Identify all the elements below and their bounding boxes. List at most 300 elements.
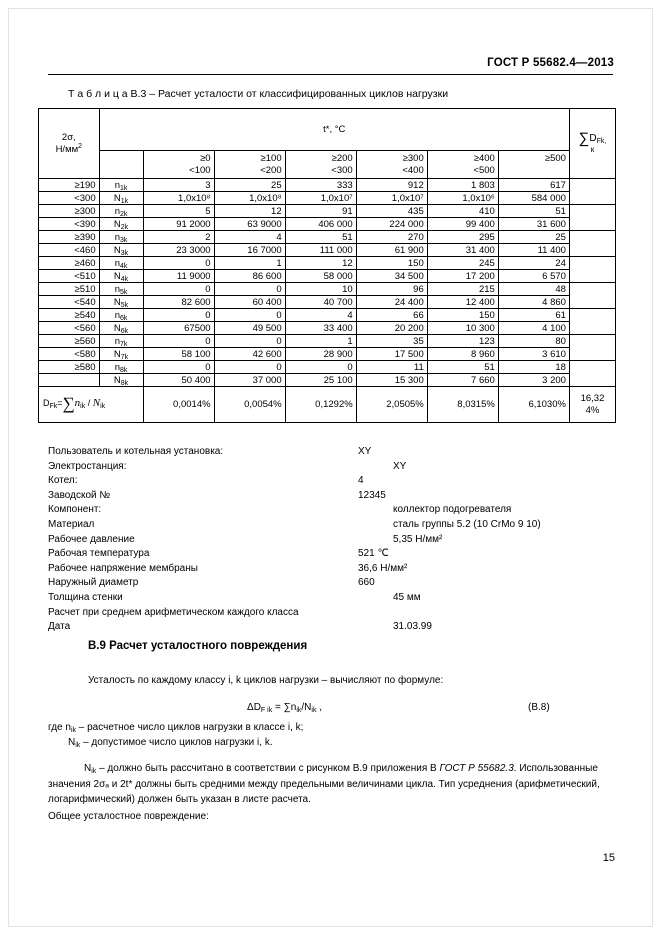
symbol-letter: N <box>113 348 121 360</box>
cell-n-value: 295 <box>427 231 498 244</box>
cell-n-value: 215 <box>427 283 498 296</box>
header-sigma-cell <box>39 109 100 179</box>
sigma-line1: 2σ, <box>61 131 76 143</box>
symbol-letter: N <box>113 244 121 256</box>
symbol-sub: 2k <box>120 210 128 218</box>
table-row <box>39 179 616 192</box>
symbol-sub: 3k <box>120 249 129 257</box>
standard-header: ГОСТ Р 55682.4—2013 <box>487 57 614 69</box>
where-1-prefix: где n <box>48 722 71 733</box>
cell-n-value: 0 <box>214 309 285 322</box>
cell-N-value: 4 860 <box>498 296 569 309</box>
cell-N-value: 3 200 <box>498 374 569 387</box>
symbol-letter: N <box>113 322 121 334</box>
total-formula-cell <box>39 387 144 423</box>
table-caption: Т а б л и ц а В.3 – Расчет усталости от классифицированных циклов нагрузки <box>68 88 449 100</box>
fatigue-table <box>38 108 616 423</box>
cell-N-value: 10 300 <box>427 322 498 335</box>
table-row <box>39 205 616 218</box>
table-row <box>39 348 616 361</box>
parameter-value: 31.03.99 <box>393 621 432 633</box>
sigma-range-lo: <390 <box>39 218 100 231</box>
range-lo: <200 <box>260 164 282 176</box>
cell-n-value: 435 <box>356 205 427 218</box>
symbol-letter: n <box>114 231 120 243</box>
cell-sum-blank <box>569 283 615 309</box>
range-lo: <500 <box>473 164 495 176</box>
cell-n-value: 61 <box>498 309 569 322</box>
grand-total-line1: 16,32 <box>580 392 605 404</box>
sigma-range-hi: ≥540 <box>39 309 100 322</box>
table-header-row-2 <box>39 151 616 179</box>
symbol-sub: 2k <box>120 223 129 231</box>
cell-N-value: 15 300 <box>356 374 427 387</box>
parameter-label: Толщина стенки <box>48 591 123 603</box>
cell-n-value: 0 <box>143 257 214 270</box>
parameter-label: Расчет при среднем арифметическом каждого класса <box>48 606 299 618</box>
cell-n-value: 66 <box>356 309 427 322</box>
cell-N-value: 1,0x10⁷ <box>356 192 427 205</box>
cell-total-percent: 0,0014% <box>143 387 214 423</box>
total-n: n <box>74 397 81 410</box>
cell-N-value: 1,0x10⁸ <box>214 192 285 205</box>
cell-n-value: 0 <box>143 283 214 296</box>
row-symbol-N <box>99 270 143 283</box>
formula-n: n <box>290 702 297 713</box>
cell-n-value: 80 <box>498 335 569 348</box>
parameter-value: сталь группы 5.2 (10 CrMo 9 10) <box>393 518 541 530</box>
cell-n-value: 0 <box>214 335 285 348</box>
cell-n-value: 0 <box>214 361 285 374</box>
total-sigma: ∑ <box>62 394 75 414</box>
body-sentence-1a: – должно быть рассчитано в соответствии с рисунком В.9 приложения В <box>96 763 440 774</box>
row-symbol-n <box>99 205 143 218</box>
cell-n-value: 25 <box>498 231 569 244</box>
total-D-sub: Fk <box>49 403 58 411</box>
cell-sum-blank <box>569 205 615 231</box>
parameter-label: Дата <box>48 621 71 633</box>
symbol-sub: 1k <box>120 197 129 205</box>
cell-N-value: 42 600 <box>214 348 285 361</box>
formula-D-sub: F ik <box>260 707 273 714</box>
formula-D: D <box>253 702 261 713</box>
cell-n-value: 48 <box>498 283 569 296</box>
cell-N-value: 25 100 <box>285 374 356 387</box>
range-lo: <100 <box>189 164 211 176</box>
symbol-sub: 1k <box>120 184 128 192</box>
sigma-range-lo <box>39 374 100 387</box>
cell-n-value: 18 <box>498 361 569 374</box>
sigma-range-lo: <560 <box>39 322 100 335</box>
symbol-letter: n <box>114 205 120 217</box>
parameter-value: 45 мм <box>393 591 421 603</box>
cell-sum-blank <box>569 361 615 387</box>
body-sentence-2: Использованные значения 2σₐ и 2t* должны быть средними между предельными величинами цикла. <box>48 763 598 790</box>
parameter-row <box>48 446 616 461</box>
cell-n-value: 1 <box>285 335 356 348</box>
parameter-value: 5,35 Н/мм² <box>393 533 443 545</box>
cell-N-value: 7 660 <box>427 374 498 387</box>
cell-n-value: 0 <box>143 309 214 322</box>
table-row <box>39 335 616 348</box>
cell-N-value: 50 400 <box>143 374 214 387</box>
cell-N-value: 406 000 <box>285 218 356 231</box>
header-temperature-cell: t*, °C <box>99 109 569 151</box>
formula-eq: = <box>274 702 284 713</box>
cell-N-value: 8 960 <box>427 348 498 361</box>
parameter-row <box>48 548 616 563</box>
cell-N-value: 20 200 <box>356 322 427 335</box>
total-n-sub: ik <box>80 403 86 411</box>
where-line-2 <box>68 736 273 752</box>
row-symbol-n <box>99 309 143 322</box>
cell-n-value: 0 <box>143 361 214 374</box>
where-1-sub: ik <box>70 727 76 734</box>
row-symbol-N <box>99 218 143 231</box>
total-D: D <box>43 398 50 409</box>
cell-n-value: 333 <box>285 179 356 192</box>
formula-sigma: ∑ <box>283 702 291 713</box>
cell-n-value: 270 <box>356 231 427 244</box>
cell-N-value: 40 700 <box>285 296 356 309</box>
row-symbol-N <box>99 348 143 361</box>
cell-total-percent: 8,0315% <box>427 387 498 423</box>
parameter-row <box>48 563 616 578</box>
row-symbol-N <box>99 192 143 205</box>
table-row <box>39 283 616 296</box>
cell-N-value: 33 400 <box>285 322 356 335</box>
cell-n-value: 617 <box>498 179 569 192</box>
sigma-range-lo: <460 <box>39 244 100 257</box>
row-symbol-n <box>99 283 143 296</box>
range-lo <box>502 165 566 177</box>
cell-n-value: 4 <box>285 309 356 322</box>
body-sentence-1b: . <box>513 763 517 774</box>
sigma-exponent: 2 <box>78 142 83 150</box>
parameter-value: коллектор подогревателя <box>393 504 512 516</box>
parameter-row <box>48 504 616 519</box>
symbol-sub: 7k <box>120 353 129 361</box>
cell-n-value: 245 <box>427 257 498 270</box>
symbol-letter: n <box>114 309 120 321</box>
page-number: 15 <box>602 852 615 864</box>
cell-N-value: 31 600 <box>498 218 569 231</box>
sigma-range-lo: <540 <box>39 296 100 309</box>
header-range-3 <box>356 151 427 179</box>
parameter-value: 660 <box>358 577 375 589</box>
parameter-row <box>48 519 616 534</box>
total-N: N <box>92 397 101 410</box>
symbol-sub: 5k <box>120 288 128 296</box>
cell-n-value: 150 <box>427 309 498 322</box>
table-row <box>39 374 616 387</box>
cell-n-value: 35 <box>356 335 427 348</box>
cell-N-value: 4 100 <box>498 322 569 335</box>
section-body <box>48 762 616 807</box>
header-symbol-blank <box>99 151 143 179</box>
cell-N-value: 58 100 <box>143 348 214 361</box>
cell-grand-total <box>569 387 615 423</box>
table-row <box>39 244 616 257</box>
cell-N-value: 6 570 <box>498 270 569 283</box>
table-row <box>39 192 616 205</box>
sigma-line2: Н/мм <box>55 143 79 155</box>
range-hi: ≥400 <box>473 152 495 164</box>
table-header-row-1 <box>39 109 616 151</box>
cell-n-value: 51 <box>498 205 569 218</box>
cell-n-value: 11 <box>356 361 427 374</box>
header-range-2 <box>285 151 356 179</box>
header-range-1 <box>214 151 285 179</box>
sigma-range-hi: ≥190 <box>39 179 100 192</box>
cell-n-value: 150 <box>356 257 427 270</box>
cell-n-value: 51 <box>427 361 498 374</box>
cell-n-value: 3 <box>143 179 214 192</box>
sigma-range-hi: ≥300 <box>39 205 100 218</box>
where-2-sub: ik <box>75 742 81 749</box>
body-N: N <box>84 763 92 774</box>
cell-N-value: 17 200 <box>427 270 498 283</box>
header-divider <box>48 74 613 75</box>
cell-N-value: 3 610 <box>498 348 569 361</box>
cell-n-value: 12 <box>285 257 356 270</box>
formula-N: N <box>304 702 312 713</box>
cell-N-value: 1,0x10⁷ <box>285 192 356 205</box>
where-line-1 <box>48 721 303 737</box>
symbol-letter: N <box>113 296 121 308</box>
sum-label: D <box>589 132 597 144</box>
parameter-value: 36,6 Н/мм² <box>358 562 408 574</box>
cell-N-value: 12 400 <box>427 296 498 309</box>
cell-N-value: 1,0x10⁸ <box>143 192 214 205</box>
cell-N-value: 28 900 <box>285 348 356 361</box>
cell-N-value: 91 2000 <box>143 218 214 231</box>
header-sum-cell <box>569 109 615 179</box>
range-hi: ≥0 <box>200 152 211 164</box>
parameter-label: Компонент: <box>48 504 102 516</box>
symbol-letter: n <box>114 179 120 191</box>
symbol-sub: 6k <box>120 327 129 335</box>
parameter-label: Пользователь и котельная установка: <box>48 446 224 457</box>
cell-N-value: 224 000 <box>356 218 427 231</box>
body-standard-ref: ГОСТ Р 55682.3 <box>439 763 514 774</box>
formula-div: / <box>301 702 305 713</box>
range-hi: ≥100 <box>260 152 282 164</box>
sigma-range-lo: <510 <box>39 270 100 283</box>
cell-total-percent: 0,1292% <box>285 387 356 423</box>
cell-total-percent: 6,1030% <box>498 387 569 423</box>
header-range-0 <box>143 151 214 179</box>
parameter-label: Рабочее напряжение мембраны <box>48 562 198 574</box>
section-title: В.9 Расчет усталостного повреждения <box>88 640 308 652</box>
cell-sum-blank <box>569 335 615 361</box>
symbol-sub: 4k <box>120 262 128 270</box>
formula-comma: , <box>316 702 323 713</box>
sigma-range-lo: <300 <box>39 192 100 205</box>
cell-N-value: 111 000 <box>285 244 356 257</box>
cell-N-value: 86 600 <box>214 270 285 283</box>
cell-n-value: 1 <box>214 257 285 270</box>
row-symbol-n <box>99 257 143 270</box>
cell-n-value: 410 <box>427 205 498 218</box>
range-lo: <400 <box>402 164 424 176</box>
symbol-sub: 8k <box>120 379 129 387</box>
formula-number: (В.8) <box>528 702 550 713</box>
parameter-label: Котел: <box>48 475 78 487</box>
cell-N-value: 1,0x10⁶ <box>427 192 498 205</box>
sum-label-sub: Fk, <box>596 137 607 145</box>
parameter-row <box>48 461 616 476</box>
cell-N-value: 58 000 <box>285 270 356 283</box>
table-row <box>39 231 616 244</box>
cell-N-value: 23 3000 <box>143 244 214 257</box>
cell-n-value: 51 <box>285 231 356 244</box>
cell-n-value: 912 <box>356 179 427 192</box>
total-equals: = <box>57 398 63 409</box>
cell-n-value: 2 <box>143 231 214 244</box>
cell-N-value: 31 400 <box>427 244 498 257</box>
range-hi: ≥300 <box>402 152 424 164</box>
header-range-4 <box>427 151 498 179</box>
formula-n-sub: ik <box>296 707 302 714</box>
symbol-sub: 6k <box>120 314 128 322</box>
table-row <box>39 218 616 231</box>
row-symbol-N <box>99 322 143 335</box>
row-symbol-N <box>99 374 143 387</box>
cell-N-value: 584 000 <box>498 192 569 205</box>
range-hi: ≥200 <box>331 152 353 164</box>
parameter-row <box>48 475 616 490</box>
row-symbol-n <box>99 335 143 348</box>
symbol-sub: 7k <box>120 340 128 348</box>
cell-N-value: 34 500 <box>356 270 427 283</box>
total-slash: / <box>85 398 93 409</box>
cell-n-value: 4 <box>214 231 285 244</box>
cell-N-value: 11 9000 <box>143 270 214 283</box>
parameter-value: XY <box>358 446 372 457</box>
symbol-sub: 3k <box>120 236 128 244</box>
symbol-sub: 4k <box>120 275 129 283</box>
cell-N-value: 17 500 <box>356 348 427 361</box>
cell-n-value: 96 <box>356 283 427 296</box>
row-symbol-N <box>99 244 143 257</box>
parameter-label: Наружный диаметр <box>48 577 139 589</box>
sigma-range-hi: ≥460 <box>39 257 100 270</box>
row-symbol-N <box>99 296 143 309</box>
section-final <box>48 810 209 825</box>
sum-label-k: к <box>590 144 595 154</box>
cell-N-value: 99 400 <box>427 218 498 231</box>
cell-n-value: 0 <box>285 361 356 374</box>
cell-n-value: 5 <box>143 205 214 218</box>
table-row <box>39 270 616 283</box>
parameter-row <box>48 592 616 607</box>
parameter-label: Материал <box>48 518 95 530</box>
symbol-letter: N <box>113 270 121 282</box>
total-N-sub: ik <box>100 403 106 411</box>
table-row <box>39 309 616 322</box>
symbol-letter: n <box>114 361 120 373</box>
parameter-value: 4 <box>358 475 364 487</box>
cell-N-value: 11 400 <box>498 244 569 257</box>
sigma-range-hi: ≥580 <box>39 361 100 374</box>
parameter-row <box>48 490 616 505</box>
formula-b8 <box>247 702 322 713</box>
cell-N-value: 61 900 <box>356 244 427 257</box>
cell-N-value: 82 600 <box>143 296 214 309</box>
formula-N-sub: ik <box>311 707 317 714</box>
cell-sum-blank <box>569 231 615 257</box>
cell-N-value: 67500 <box>143 322 214 335</box>
range-hi: ≥500 <box>544 152 566 164</box>
where-2-prefix: N <box>68 737 76 748</box>
cell-n-value: 25 <box>214 179 285 192</box>
sigma-range-lo: <580 <box>39 348 100 361</box>
body-sentence-3: Тип усреднения (арифметический, логарифмический) должен быть указан в листе расчета. <box>48 778 600 805</box>
formula-delta: Δ <box>247 702 254 713</box>
cell-sum-blank <box>569 309 615 335</box>
parameter-value: XY <box>393 460 407 472</box>
where-2-rest: – допустимое число циклов нагрузки i, k. <box>80 737 273 748</box>
cell-total-percent: 0,0054% <box>214 387 285 423</box>
parameter-row <box>48 607 616 622</box>
symbol-letter: n <box>114 335 120 347</box>
symbol-sub: 8k <box>120 366 128 374</box>
cell-n-value: 1 803 <box>427 179 498 192</box>
parameter-label: Электростанция: <box>48 460 127 472</box>
table-row <box>39 322 616 335</box>
cell-N-value: 49 500 <box>214 322 285 335</box>
parameter-label: Заводской № <box>48 489 111 501</box>
cell-n-value: 91 <box>285 205 356 218</box>
cell-N-value: 37 000 <box>214 374 285 387</box>
parameter-label: Рабочая температура <box>48 548 150 560</box>
cell-n-value: 0 <box>214 283 285 296</box>
table-total-row <box>39 387 616 423</box>
cell-N-value: 24 400 <box>356 296 427 309</box>
symbol-sub: 5k <box>120 301 129 309</box>
table-row <box>39 257 616 270</box>
body-N-sub: ik <box>91 768 97 775</box>
row-symbol-n <box>99 179 143 192</box>
section-intro: Усталость по каждому классу i, k циклов нагрузки – вычисляют по формуле: <box>88 675 444 686</box>
sigma-range-hi: ≥560 <box>39 335 100 348</box>
symbol-letter: N <box>113 192 121 204</box>
cell-N-value: 16 7000 <box>214 244 285 257</box>
cell-N-value: 63 9000 <box>214 218 285 231</box>
row-symbol-n <box>99 231 143 244</box>
parameter-value: 12345 <box>358 489 386 501</box>
cell-n-value: 0 <box>143 335 214 348</box>
parameter-row <box>48 534 616 549</box>
sigma-range-hi: ≥510 <box>39 283 100 296</box>
sigma-range-hi: ≥390 <box>39 231 100 244</box>
cell-n-value: 123 <box>427 335 498 348</box>
where-1-rest: – расчетное число циклов нагрузки в классе i, k; <box>76 722 304 733</box>
parameter-row <box>48 621 616 636</box>
table-row <box>39 361 616 374</box>
cell-N-value: 60 400 <box>214 296 285 309</box>
final-text: Общее усталостное повреждение: <box>48 811 209 822</box>
range-lo: <300 <box>331 164 353 176</box>
cell-n-value: 12 <box>214 205 285 218</box>
parameter-value: 521 ℃ <box>358 548 389 560</box>
sum-symbol: ∑ <box>578 129 590 147</box>
symbol-letter: n <box>114 257 120 269</box>
cell-n-value: 24 <box>498 257 569 270</box>
cell-total-percent: 2,0505% <box>356 387 427 423</box>
parameter-label: Рабочее давление <box>48 533 135 545</box>
